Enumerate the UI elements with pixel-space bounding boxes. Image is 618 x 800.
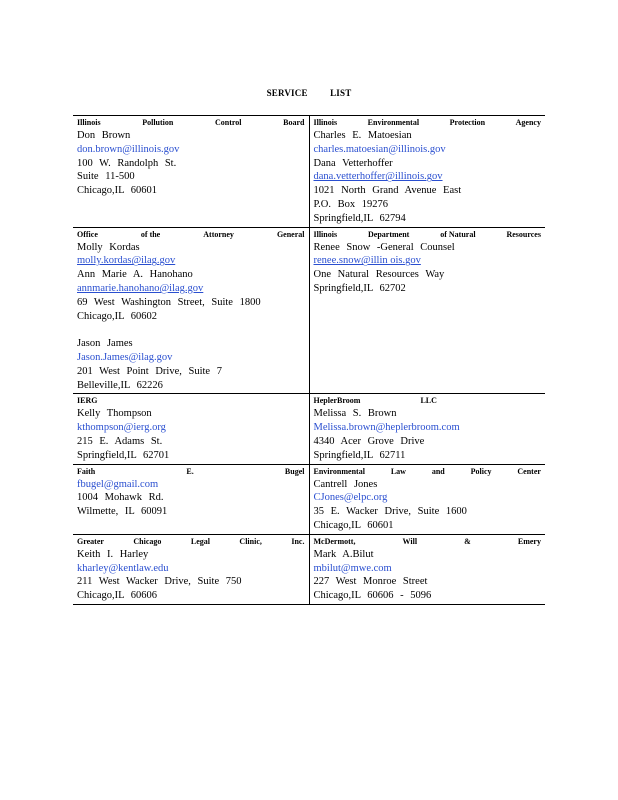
address-line: 4340 Acer Grove Drive [313, 435, 425, 447]
service-entry [309, 394, 545, 464]
organization-name [77, 395, 305, 407]
contact-email-link[interactable]: fbugel@gmail.com [77, 478, 159, 490]
organization-word: Law [390, 466, 406, 476]
service-entry [73, 534, 309, 604]
address-line: 69 West Washington Street, Suite 1800 [77, 296, 261, 308]
organization-word: HeplerBroom [313, 396, 361, 406]
contact-name: Keith I. Harley [77, 548, 149, 560]
service-entry [73, 227, 309, 394]
address-line: 227 West Monroe Street [313, 576, 428, 588]
organization-word: General [276, 229, 305, 239]
contact-email-link[interactable]: renee.snow@illin ois.gov [313, 255, 421, 267]
contact-name: Jason James [77, 338, 133, 350]
contact-email-link[interactable]: Jason.James@ilag.gov [77, 351, 173, 363]
address-line: Suite 11-500 [77, 171, 135, 183]
contact-email-link[interactable]: dana.vetterhoffer@illinois.gov [313, 171, 443, 183]
address-line: 35 E. Wacker Drive, Suite 1600 [313, 506, 467, 518]
organization-name [314, 466, 542, 478]
contact-name: Dana Vetterhoffer [313, 157, 393, 169]
contact-email-link[interactable]: kthompson@ierg.org [77, 422, 166, 434]
address-line: Wilmette, IL 60091 [77, 506, 168, 518]
address-line: Chicago,IL 60606 [77, 590, 158, 602]
organization-word: Department [367, 229, 410, 239]
organization-word: E. [186, 466, 194, 476]
address-line: Springfield,IL 62701 [77, 449, 170, 461]
contact-email-link[interactable]: charles.matoesian@illinois.gov [313, 143, 446, 155]
organization-word: Control [214, 118, 242, 127]
contact-name: Mark A.Bilut [313, 548, 374, 560]
service-row [73, 464, 545, 534]
organization-name [314, 395, 542, 407]
service-list-table [73, 115, 545, 605]
address-line: Springfield,IL 62794 [313, 212, 406, 224]
organization-word: Agency [515, 118, 541, 127]
organization-word: Will [402, 536, 418, 546]
organization-word: Greater [77, 536, 104, 546]
contact-email-link[interactable]: kharley@kentlaw.edu [77, 562, 169, 574]
organization-word: & [464, 536, 471, 546]
organization-name [314, 117, 542, 129]
contact-email-link[interactable]: annmarie.hanohano@ilag.gov [77, 282, 204, 294]
contact-name: Don Brown [77, 130, 131, 141]
service-row [73, 116, 545, 228]
service-row [73, 534, 545, 604]
service-row [73, 394, 545, 464]
contact-email-link[interactable]: don.brown@illinois.gov [77, 143, 180, 155]
organization-word: Legal [190, 536, 210, 546]
organization-word: McDermott, [313, 536, 356, 546]
organization-word: Bugel [284, 466, 305, 476]
service-entry [309, 227, 545, 394]
service-entry [73, 394, 309, 464]
contact-name: Charles E. Matoesian [313, 130, 412, 141]
organization-word: Policy [470, 466, 492, 476]
contact-email-link[interactable]: molly.kordas@ilag.gov [77, 255, 176, 267]
address-line: Springfield,IL 62711 [313, 449, 406, 461]
organization-word: Center [517, 466, 541, 476]
organization-word: Environmental [367, 118, 420, 127]
organization-word: of Natural [440, 229, 476, 239]
contact-name: Kelly Thompson [77, 408, 152, 420]
service-entry [73, 464, 309, 534]
organization-word: IERG [77, 396, 98, 406]
organization-word: LLC [420, 396, 437, 406]
address-line: Belleville,IL 62226 [77, 379, 163, 391]
spacer [77, 323, 305, 337]
organization-word: Resources [506, 229, 541, 239]
address-line: 1021 North Grand Avenue East [313, 185, 462, 197]
organization-name [77, 117, 305, 129]
address-line: Chicago,IL 60602 [77, 310, 158, 322]
contact-name: Renee Snow -General Counsel [313, 241, 455, 253]
address-line: 1004 Mohawk Rd. [77, 492, 164, 504]
organization-word: Protection [449, 118, 486, 127]
address-line: P.O. Box 19276 [313, 198, 389, 210]
address-line: 211 West Wacker Drive, Suite 750 [77, 576, 242, 588]
address-line: Chicago,IL 60606 - 5096 [313, 590, 432, 602]
address-line: 215 E. Adams St. [77, 435, 163, 447]
organization-word: Illinois [313, 118, 338, 127]
address-line: One Natural Resources Way [313, 269, 445, 281]
service-entry [309, 464, 545, 534]
address-line: 201 West Point Drive, Suite 7 [77, 365, 222, 377]
service-entry [73, 116, 309, 228]
organization-word: Inc. [291, 536, 305, 546]
organization-word: Attorney [203, 229, 234, 239]
service-row [73, 227, 545, 394]
service-entry [309, 534, 545, 604]
organization-name [77, 536, 305, 548]
organization-word: Board [283, 118, 305, 127]
organization-word: Illinois [77, 118, 101, 127]
organization-name [77, 229, 305, 241]
address-line: 100 W. Randolph St. [77, 157, 177, 169]
organization-word: Office [77, 229, 98, 239]
organization-word: Emery [517, 536, 541, 546]
page-title: SERVICE LIST [266, 88, 352, 98]
organization-name [314, 536, 542, 548]
service-entry [309, 116, 545, 228]
contact-name: Molly Kordas [77, 241, 140, 253]
contact-email-link[interactable]: Melissa.brown@heplerbroom.com [313, 422, 460, 434]
address-line: Chicago,IL 60601 [77, 185, 158, 197]
organization-word: and [431, 466, 445, 476]
contact-email-link[interactable]: CJones@elpc.org [313, 492, 388, 504]
organization-word: Faith [77, 466, 96, 476]
contact-name: Cantrell Jones [313, 478, 378, 490]
contact-name: Melissa S. Brown [313, 408, 397, 420]
address-line: Chicago,IL 60601 [313, 519, 394, 531]
contact-email-link[interactable]: mbilut@mwe.com [313, 562, 392, 574]
organization-word: of the [140, 229, 161, 239]
organization-word: Clinic, [239, 536, 262, 546]
organization-name [314, 229, 542, 241]
organization-word: Environmental [313, 466, 365, 476]
organization-word: Illinois [313, 229, 338, 239]
contact-name: Ann Marie A. Hanohano [77, 269, 193, 281]
organization-word: Chicago [133, 536, 162, 546]
organization-word: Pollution [142, 118, 174, 127]
address-line: Springfield,IL 62702 [313, 282, 406, 294]
organization-name [77, 466, 305, 478]
